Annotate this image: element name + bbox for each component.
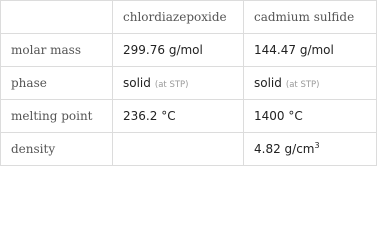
value-cell — [244, 100, 377, 133]
condition-note: (at STP) — [285, 80, 320, 90]
unit-exponent: 3 — [314, 141, 320, 150]
column-header-chlordiazepoxide: chlordiazepoxide — [113, 1, 244, 34]
value-cell — [244, 133, 377, 166]
row-label: melting point — [1, 100, 113, 133]
unit: g/mol — [168, 43, 203, 57]
value-cell — [244, 67, 377, 100]
value-cell-empty — [113, 133, 244, 166]
condition-note: (at STP) — [154, 80, 189, 90]
value: solid — [254, 76, 282, 90]
row-label: phase — [1, 67, 113, 100]
column-header-cadmium-sulfide: cadmium sulfide — [244, 1, 377, 34]
value-cell — [113, 100, 244, 133]
value: 1400 — [254, 109, 285, 123]
table-row-phase — [1, 67, 377, 100]
value: 236.2 — [123, 109, 158, 123]
value-cell — [244, 34, 377, 67]
unit: °C — [161, 109, 176, 123]
value: 144.47 — [254, 43, 296, 57]
header-row — [1, 1, 377, 34]
table-row-molar-mass — [1, 34, 377, 67]
table-row-melting-point — [1, 100, 377, 133]
value: solid — [123, 76, 151, 90]
value-cell — [113, 67, 244, 100]
table-row-density — [1, 133, 377, 166]
value: 299.76 — [123, 43, 165, 57]
unit: °C — [288, 109, 303, 123]
row-label: molar mass — [1, 34, 113, 67]
value: 4.82 — [254, 142, 281, 156]
unit: g/cm — [284, 142, 315, 156]
unit: g/mol — [299, 43, 334, 57]
corner-cell — [1, 1, 113, 34]
value-cell — [113, 34, 244, 67]
row-label: density — [1, 133, 113, 166]
